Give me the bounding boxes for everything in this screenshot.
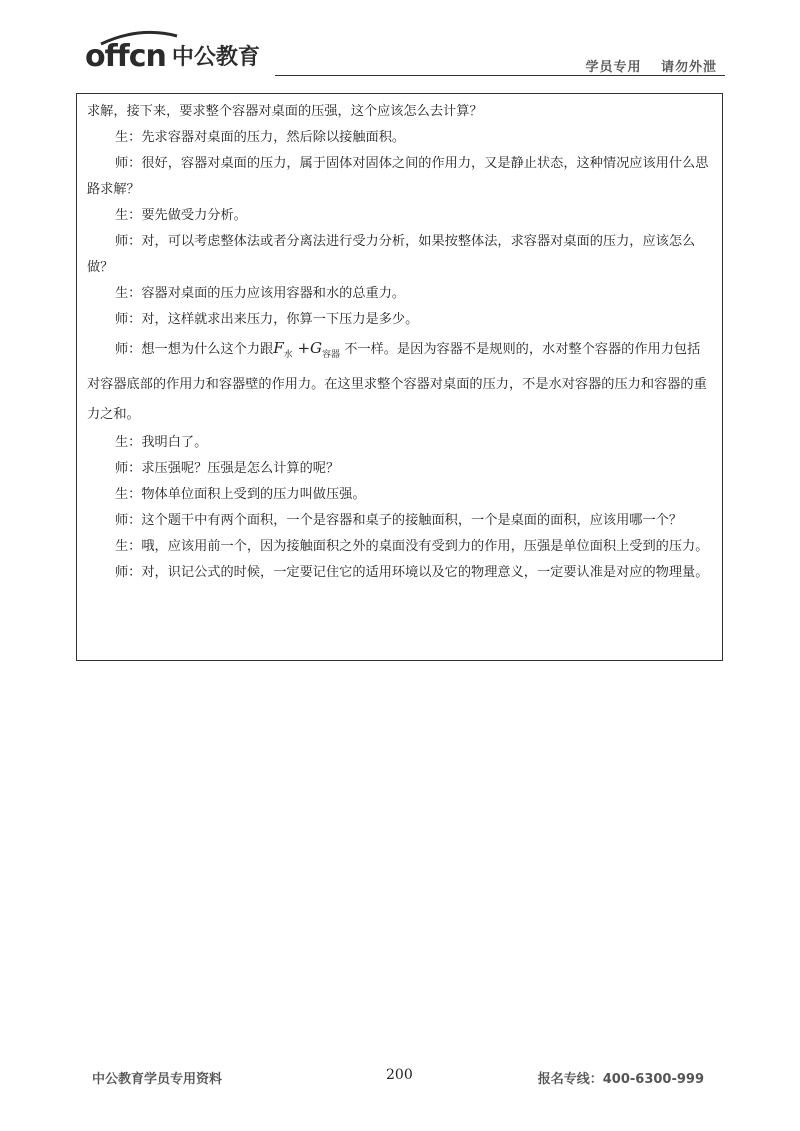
- dialogue-line: 生：哦，应该用前一个，因为接触面积之外的桌面没有受到力的作用，压强是单位面积上受到的压力。: [115, 539, 709, 554]
- force-formula: [273, 339, 341, 360]
- logo-wordmark: offcn: [85, 39, 166, 74]
- dialogue-line: 生：我明白了。: [115, 435, 208, 450]
- dialogue-line: 生：先求容器对桌面的压力，然后除以接触面积。: [115, 130, 406, 145]
- dialogue-box: [76, 93, 723, 661]
- offcn-logo: [85, 39, 260, 74]
- dialogue-line: 师：这个题干中有两个面积，一个是容器和桌子的接触面积，一个是桌面的面积，应该用哪一个？: [115, 513, 683, 528]
- dialogue-line: 师：很好，容器对桌面的压力，属于固体对固体之间的作用力，又是静止状态，这种情况应该用什么思路求解？: [87, 156, 709, 197]
- formula-text-after: 不一样。是因为容器不是规则的，水对整个容器的作用力包括对容器底部的作用力和容器壁的作用力。在这里求整个容器对桌面的压力，不是水对容器的压力和容器的重力之和。: [87, 342, 707, 422]
- formula-plus: +: [297, 339, 311, 357]
- dialogue-line: 生：物体单位面积上受到的压力叫做压强。: [115, 487, 366, 502]
- footer-material-label: 中公教育学员专用资料: [92, 1072, 223, 1087]
- dialogue-line: 求解，接下来，要求整个容器对桌面的压强，这个应该怎么去计算？: [87, 104, 483, 119]
- dialogue-line-with-formula: [87, 333, 712, 430]
- formula-F-subscript: 水: [283, 350, 293, 360]
- dialogue-line: 师：对，可以考虑整体法或者分离法进行受力分析，如果按整体法，求容器对桌面的压力，应该怎么做？: [87, 234, 696, 275]
- formula-F: F: [273, 339, 284, 357]
- footer-hotline: 报名专线：400-6300-999: [537, 1072, 704, 1087]
- logo-swoosh-icon: [99, 30, 179, 46]
- dialogue-line: 师：对，这样就求出来压力，你算一下压力是多少。: [115, 312, 419, 327]
- dialogue-line: 生：要先做受力分析。: [115, 208, 247, 223]
- header-rule: [275, 75, 725, 76]
- formula-G-subscript: 容器: [322, 350, 341, 360]
- dialogue-line: 师：对，识记公式的时候，一定要记住它的适用环境以及它的物理意义，一定要认准是对应的物理量。: [115, 565, 709, 580]
- header-notice: [585, 56, 717, 75]
- page-header: [85, 34, 725, 78]
- formula-text-before: 师：想一想为什么这个力跟: [115, 342, 274, 357]
- formula-G: G: [310, 339, 323, 357]
- dialogue-line: 师：求压强呢？压强是怎么计算的呢？: [115, 461, 340, 476]
- header-notice-students-only: 学员专用: [585, 60, 642, 75]
- page-number: 200: [386, 1067, 413, 1083]
- logo-chinese-name: 中公教育: [171, 45, 260, 70]
- header-notice-no-leak: 请勿外泄: [660, 60, 717, 75]
- dialogue-line: 生：容器对桌面的压力应该用容器和水的总重力。: [115, 286, 406, 301]
